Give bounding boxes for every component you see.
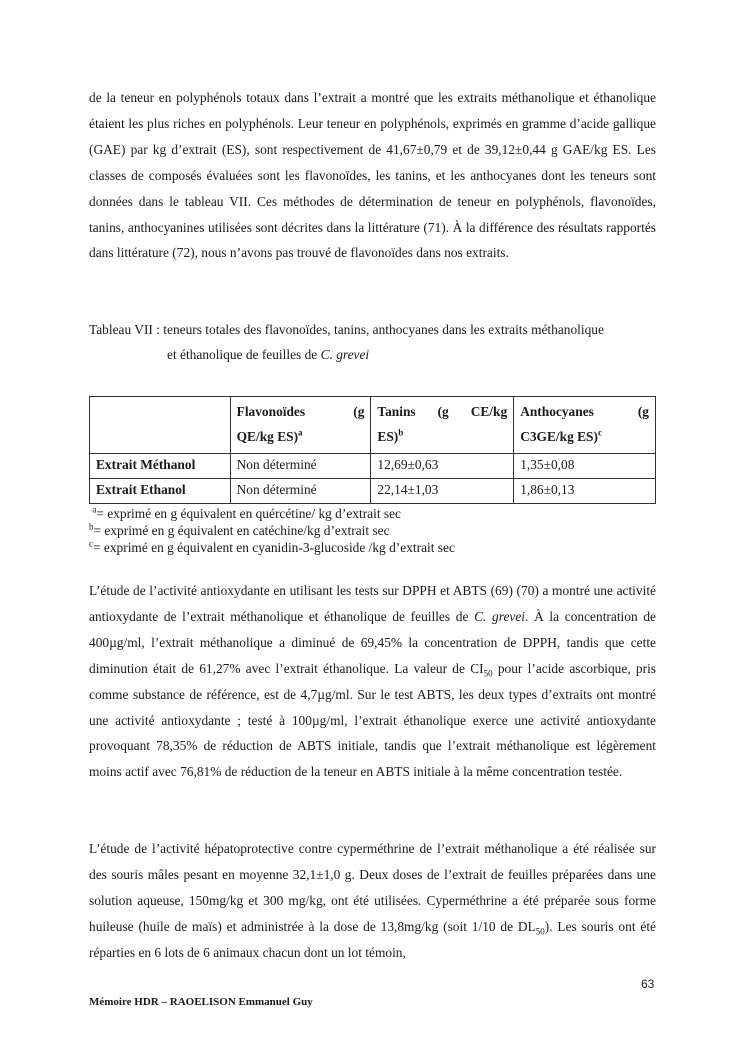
footnote: $^c$= exprimé en g équivalent en cyanidin-3-glucoside /kg d’extrait sec xyxy=(89,538,455,555)
header-anthocyanes: Anthocyanes (g C3GE/kg ES)$^c$ xyxy=(514,397,656,454)
table-header-row xyxy=(90,397,656,454)
page-footer: Mémoire HDR – RAOELISON Emmanuel Guy xyxy=(89,996,313,1008)
row-label: Extrait Méthanol xyxy=(90,454,231,479)
caption-line-2: et éthanolique de feuilles de C. grevei xyxy=(167,347,370,362)
page-number: 63 xyxy=(641,977,655,991)
caption-line-1: Tableau VII : teneurs totales des flavonoïdes, tanins, anthocyanes dans les extraits méthanolique xyxy=(89,322,604,337)
cell-flavonoides: Non déterminé xyxy=(230,454,371,479)
table-footnotes xyxy=(89,505,455,556)
table-row xyxy=(90,479,656,504)
header-empty-cell xyxy=(90,397,231,454)
paragraph-antioxidant: L’étude de l’activité antioxydante en utilisant les tests sur DPPH et ABTS (69) (70) a montré une activité antioxydante de l’extrait méthanolique et éthanolique de feuilles de C. grevei. À la concentration de 400µg/ml, l’extrait méthanolique a diminué de 69,45% la concentration de DPPH, tandis que cette diminution était de 61,27% avec l’extrait éthanolique. La valeur de $CI_{50}$ pour l’acide ascorbique, pris comme substance de référence, est de 4,7µg/ml. Sur le test ABTS, les deux types d’extraits ont montré une activité antioxydante ; testé à 100µg/ml, l’extrait éthanolique exerce une activité antioxydante provoquant 78,35% de réduction de ABTS initiale, tandis que l’extrait méthanolique est légèrement moins actif avec 76,81% de réduction de la teneur en ABTS initiale à la même concentration testée. xyxy=(89,583,657,780)
table-caption xyxy=(89,317,659,367)
header-flavonoides: Flavonoïdes (g QE/kg ES)$^a$ xyxy=(230,397,371,454)
row-label: Extrait Ethanol xyxy=(90,479,231,504)
paragraph-hepatoprotective: L’étude de l’activité hépatoprotective contre cyperméthrine de l’extrait méthanolique a été réalisée sur des souris mâles pesant en moyenne 32,1±1,0 g. Deux doses de l’extrait de feuilles préparées dans une solution aqueuse, 150mg/kg et 300 mg/kg, ont été utilisées. Cyperméthrine a été préparée sous forme huileuse (huile de maïs) et administrée à la dose de 13,8mg/kg (soit 1/10 de $DL_{50}$). Les souris ont été réparties en 6 lots de 6 animaux chacun dont un lot témoin, xyxy=(89,841,656,960)
cell-flavonoides: Non déterminé xyxy=(230,479,371,504)
composition-table xyxy=(89,396,656,504)
header-tanins: Tanins (g CE/kg ES)$^b$ xyxy=(371,397,514,454)
footnote: $^b$= exprimé en g équivalent en catéchine/kg d’extrait sec xyxy=(89,521,390,538)
table-row xyxy=(90,454,656,479)
footnote: $^a$= exprimé en g équivalent en quércétine/ kg d’extrait sec xyxy=(92,504,401,521)
caption-species: C. grevei xyxy=(320,347,370,362)
cell-anthocyanes: 1,35±0,08 xyxy=(514,454,656,479)
cell-tanins: 12,69±0,63 xyxy=(371,454,514,479)
cell-tanins: 22,14±1,03 xyxy=(371,479,514,504)
paragraph-polyphenols: de la teneur en polyphénols totaux dans l’extrait a montré que les extraits méthanolique et éthanolique étaient les plus riches en polyphénols. Leur teneur en polyphénols, exprimés en gramme d’acide gallique (GAE) par kg d’extrait (ES), sont respectivement de 41,67±0,79 et de 39,12±0,44 g GAE/kg ES. Les classes de composés évaluées sont les flavonoïdes, les tanins, et les anthocyanes dont les teneurs sont données dans le tableau VII. Ces méthodes de détermination de teneur en polyphénols, flavonoïdes, tanins, anthocyanines utilisées sont décrites dans la littérature (71). À la différence des résultats rapportés dans littérature (72), nous n’avons pas trouvé de flavonoïdes dans nos extraits. xyxy=(89,90,656,261)
cell-anthocyanes: 1,86±0,13 xyxy=(514,479,656,504)
